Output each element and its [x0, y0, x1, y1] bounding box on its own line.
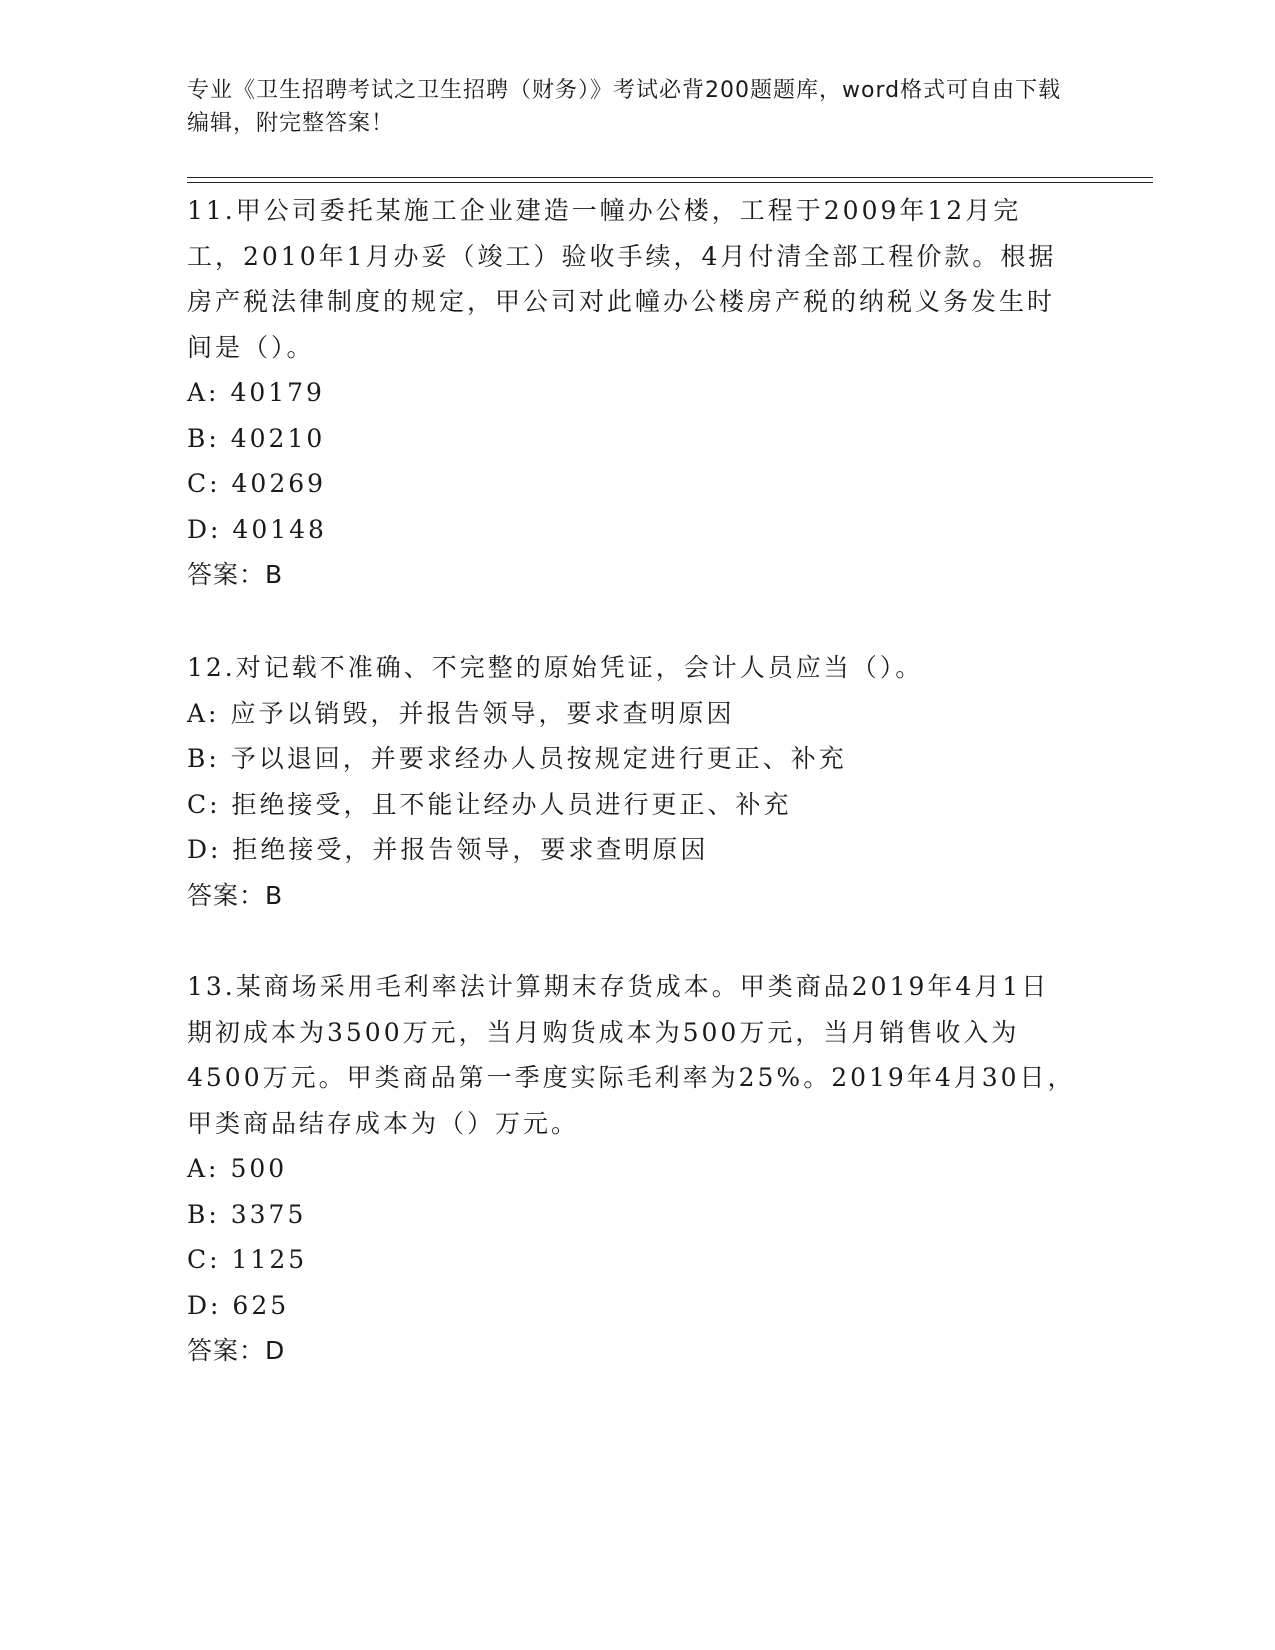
- option-c: [187, 782, 1077, 828]
- header-divider-bottom: [187, 182, 1153, 183]
- option-key: A:: [187, 378, 220, 407]
- option-key: B:: [187, 1199, 220, 1229]
- option-key: B:: [187, 744, 220, 773]
- question-12: [187, 645, 1077, 918]
- option-key: D:: [187, 514, 222, 544]
- answer-line: 答案：B: [187, 560, 284, 589]
- question-stem: 12.对记载不准确、不完整的原始凭证，会计人员应当（）。: [187, 653, 924, 682]
- option-key: B:: [187, 423, 220, 453]
- option-key: C:: [187, 469, 221, 498]
- option-text: 予以退回，并要求经办人员按规定进行更正、补充: [230, 744, 847, 773]
- option-b: [187, 736, 1077, 782]
- option-text: 1125: [231, 1245, 308, 1274]
- option-c: [187, 461, 1077, 507]
- option-c: [187, 1237, 1077, 1283]
- document-header: 专业《卫生招聘考试之卫生招聘（财务）》考试必背200题题库，word格式可自由下载编辑，附完整答案！: [187, 78, 1062, 136]
- question-13: [187, 964, 1077, 1374]
- header-divider-top: [187, 177, 1153, 178]
- option-text: 应予以销毁，并报告领导，要求查明原因: [230, 698, 735, 728]
- question-11: [187, 188, 1077, 598]
- option-key: A:: [187, 698, 220, 728]
- option-b: [187, 416, 1077, 462]
- option-d: [187, 827, 1077, 873]
- option-a: [187, 370, 1077, 416]
- option-key: D:: [187, 1290, 222, 1320]
- option-text: 40210: [230, 423, 326, 453]
- answer-line: 答案：B: [187, 880, 284, 910]
- option-a: [187, 691, 1077, 737]
- option-d: [187, 1283, 1077, 1329]
- option-key: C:: [187, 789, 221, 819]
- option-text: 500: [230, 1154, 288, 1183]
- option-text: 拒绝接受，并报告领导，要求查明原因: [232, 835, 709, 864]
- option-a: [187, 1146, 1077, 1192]
- option-key: D:: [187, 835, 222, 864]
- option-text: 625: [232, 1290, 290, 1320]
- option-text: 40148: [232, 514, 327, 544]
- option-text: 40179: [230, 378, 325, 407]
- option-text: 40269: [231, 469, 327, 498]
- question-stem: 11.甲公司委托某施工企业建造一幢办公楼，工程于2009年12月完工，2010年1月办妥（竣工）验收手续，4月付清全部工程价款。根据房产税法律制度的规定，甲公司对此幢办公楼房产税的纳税义务发生时间是（）。: [187, 196, 1057, 362]
- option-text: 拒绝接受，且不能让经办人员进行更正、补充: [231, 789, 792, 819]
- option-key: A:: [187, 1154, 220, 1183]
- answer-line: 答案：D: [187, 1336, 286, 1365]
- option-b: [187, 1192, 1077, 1238]
- question-stem: 13.某商场采用毛利率法计算期末存货成本。甲类商品2019年4月1日期初成本为3500万元，当月购货成本为500万元，当月销售收入为4500万元。甲类商品第一季度实际毛利率为25%。2019年4月30日，甲类商品结存成本为（）万元。: [187, 972, 1076, 1138]
- option-key: C:: [187, 1245, 221, 1274]
- option-d: [187, 507, 1077, 553]
- option-text: 3375: [230, 1199, 307, 1229]
